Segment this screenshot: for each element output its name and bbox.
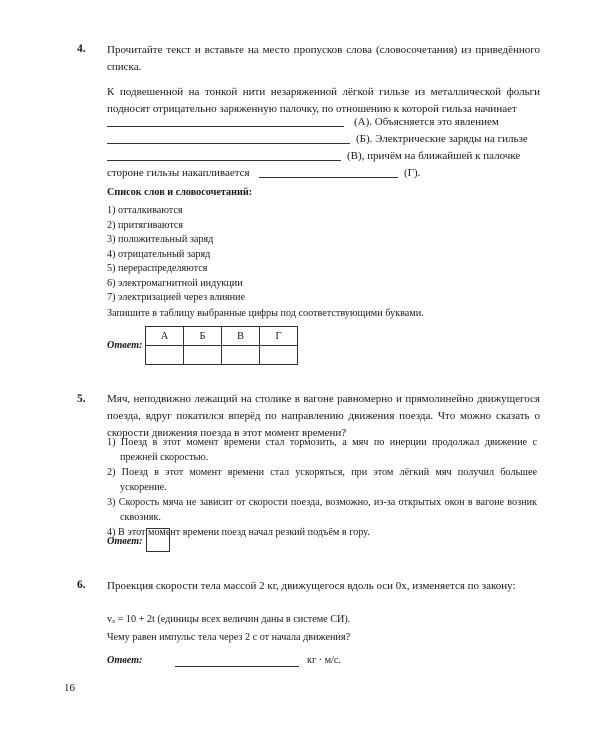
task4-list-title: Список слов и словосочетаний: bbox=[107, 187, 253, 198]
option-2: 2) Поезд в этот момент времени стал ускоряться, при этом лёгкий мяч получил большее ускорение. bbox=[107, 467, 537, 493]
task4-number: 4. bbox=[77, 43, 86, 55]
answer-cell-g[interactable] bbox=[260, 346, 298, 365]
task5-number: 5. bbox=[77, 393, 86, 405]
table-header-a: А bbox=[146, 327, 184, 346]
option-3: 3) Скорость мяча не зависит от скорости поезда, возможно, из-за открытых окон в вагоне возник сквозняк. bbox=[107, 497, 537, 523]
task5-question: Мяч, неподвижно лежащий на столике в вагоне равномерно и прямолинейно движущегося поезда, вдруг покатился вперёд по направлению движения поезда. Что можно сказать о скорости движения поезда в этот момент времени? bbox=[107, 393, 540, 439]
task4-text-part2: стороне гильзы накапливается bbox=[107, 167, 250, 179]
table-header-g: Г bbox=[260, 327, 298, 346]
task4-blank-a-line[interactable] bbox=[107, 126, 344, 127]
task4-blank-b-text: (Б). Электрические заряды на гильзе bbox=[356, 133, 528, 145]
task4-text-part1: К подвешенной на тонкой нити незаряженной лёгкой гильзе из металлической фольги подносят отрицательно заряженную палочку, по отношению к которой гильза начинает bbox=[107, 86, 540, 115]
task4-blank-v-line[interactable] bbox=[107, 160, 341, 161]
task4-blank-g-line[interactable] bbox=[259, 177, 398, 178]
list-item: 3) положительный заряд bbox=[107, 234, 214, 245]
task5-answer-label: Ответ: bbox=[107, 536, 143, 547]
list-item: 7) электризацией через влияние bbox=[107, 292, 246, 303]
answer-cell-v[interactable] bbox=[222, 346, 260, 365]
list-item: 5) перераспределяются bbox=[107, 263, 208, 274]
task4-blank-v-text: (В), причём на ближайшей к палочке bbox=[347, 150, 521, 162]
list-item: 2) притягиваются bbox=[107, 219, 184, 231]
task4-blank-a-text: (А). Объясняется это явлением bbox=[354, 116, 499, 128]
task6-question: Проекция скорости тела массой 2 кг, движущегося вдоль оси 0x, изменяется по закону: bbox=[107, 580, 516, 592]
task5-options bbox=[107, 436, 537, 541]
answer-cell-a[interactable] bbox=[146, 346, 184, 365]
option-4: 4) В этот момент времени поезд начал резкий подъём в гору. bbox=[107, 527, 370, 538]
task4-answer-table bbox=[145, 326, 298, 365]
task6-question2: Чему равен импульс тела через 2 с от начала движения? bbox=[107, 632, 351, 643]
list-item: 4) отрицательный заряд bbox=[107, 248, 211, 260]
task6-answer-label: Ответ: bbox=[107, 655, 143, 666]
task6-formula: vₓ = 10 + 2t (единицы всех величин даны в системе СИ). bbox=[107, 614, 351, 625]
task4-instruction: Прочитайте текст и вставьте на место пропусков слова (словосочетания) из приведённого списка. bbox=[107, 44, 540, 73]
task4-blank-g-text: (Г). bbox=[404, 167, 421, 179]
page-number: 16 bbox=[64, 682, 75, 694]
table-header-v: В bbox=[222, 327, 260, 346]
list-item: 1) отталкиваются bbox=[107, 205, 183, 216]
task6-answer-line[interactable] bbox=[175, 666, 299, 667]
option-1: 1) Поезд в этот момент времени стал тормозить, а мяч по инерции продолжал движение с прежней скоростью. bbox=[107, 437, 537, 463]
answer-cell-b[interactable] bbox=[184, 346, 222, 365]
task6-unit: кг · м/с. bbox=[307, 655, 341, 666]
list-item: 6) электромагнитной индукции bbox=[107, 277, 243, 289]
task4-table-instruction: Запишите в таблицу выбранные цифры под соответствующими буквами. bbox=[107, 308, 424, 319]
task6-number: 6. bbox=[77, 579, 86, 591]
task4-word-list bbox=[107, 204, 245, 306]
table-header-b: Б bbox=[184, 327, 222, 346]
task4-blank-b-line[interactable] bbox=[107, 143, 350, 144]
task4-answer-label: Ответ: bbox=[107, 340, 143, 351]
task5-answer-box[interactable] bbox=[146, 528, 170, 552]
